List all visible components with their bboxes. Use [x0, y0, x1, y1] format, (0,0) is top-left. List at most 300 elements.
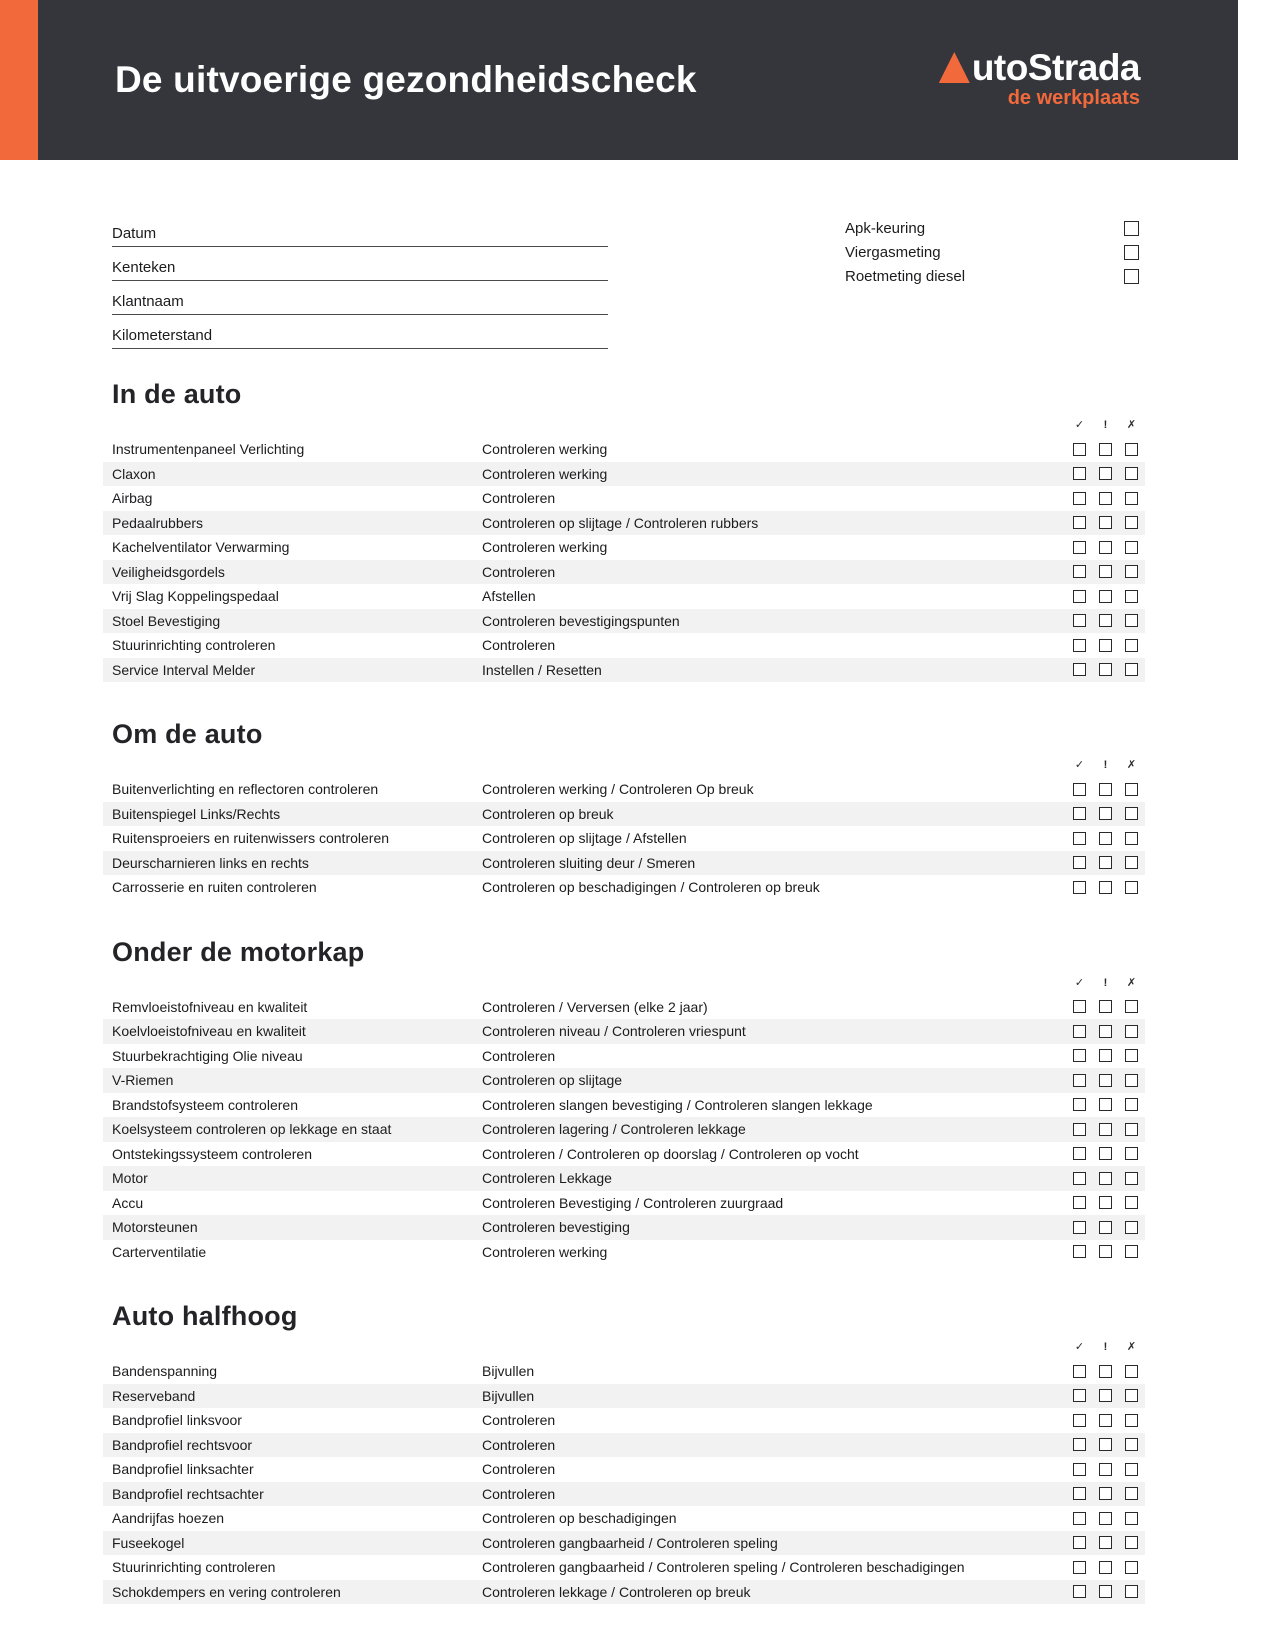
check-row — [103, 1580, 1145, 1605]
check-fail-checkbox[interactable] — [1125, 856, 1138, 869]
meta-fields — [112, 215, 608, 349]
check-action-label: Controleren gangbaarheid / Controleren speling / Controleren beschadigingen — [482, 1559, 965, 1576]
check-action-label: Controleren — [482, 1047, 556, 1064]
inspection-option — [845, 216, 1139, 240]
check-fail-checkbox[interactable] — [1125, 516, 1138, 529]
check-action-label: Controleren / Verversen (elke 2 jaar) — [482, 998, 708, 1015]
check-row — [103, 584, 1145, 609]
check-warning-checkbox[interactable] — [1099, 1074, 1112, 1087]
check-boxes — [1073, 881, 1138, 894]
check-ok-checkbox[interactable] — [1073, 1512, 1086, 1525]
meta-field-label: Kilometerstand — [112, 327, 213, 344]
check-warning-checkbox[interactable] — [1099, 1245, 1112, 1258]
check-column-symbol: ! — [1103, 976, 1108, 989]
check-action-label: Controleren op beschadigingen / Controleren op breuk — [482, 879, 820, 896]
check-action-label: Controleren werking — [482, 1243, 608, 1260]
check-action-label: Controleren niveau / Controleren vriespunt — [482, 1023, 746, 1040]
check-row — [103, 1384, 1145, 1409]
check-action-label: Controleren werking — [482, 465, 608, 482]
check-item-label: Stuurinrichting controleren — [112, 637, 276, 654]
check-item-label: Bandenspanning — [112, 1363, 218, 1380]
check-fail-checkbox[interactable] — [1125, 1123, 1138, 1136]
check-column-symbol: ! — [1103, 1341, 1108, 1353]
check-warning-checkbox[interactable] — [1099, 541, 1112, 554]
check-fail-checkbox[interactable] — [1125, 1463, 1138, 1476]
check-boxes — [1073, 807, 1138, 820]
check-warning-checkbox[interactable] — [1099, 1561, 1112, 1574]
page-title: De uitvoerige gezondheidscheck — [115, 59, 697, 100]
check-item-label: Claxon — [112, 465, 156, 482]
check-row — [103, 1482, 1145, 1507]
check-boxes — [1073, 614, 1138, 627]
check-ok-checkbox[interactable] — [1073, 1561, 1086, 1574]
check-fail-checkbox[interactable] — [1125, 807, 1138, 820]
check-warning-checkbox[interactable] — [1099, 1463, 1112, 1476]
check-ok-checkbox[interactable] — [1073, 1000, 1086, 1013]
check-warning-checkbox[interactable] — [1099, 565, 1112, 578]
check-item-label: Reserveband — [112, 1387, 196, 1404]
check-action-label: Controleren bevestigingspunten — [482, 612, 680, 629]
check-item-label: Carterventilatie — [112, 1243, 207, 1260]
check-item-label: Bandprofiel rechtsachter — [112, 1485, 264, 1502]
check-column-symbol: ! — [1103, 419, 1108, 431]
check-boxes — [1073, 565, 1138, 578]
check-boxes — [1073, 663, 1138, 676]
check-action-label: Bijvullen — [482, 1363, 535, 1380]
meta-field-input-line[interactable] — [112, 215, 608, 247]
check-item-label: Service Interval Melder — [112, 661, 256, 678]
check-fail-checkbox[interactable] — [1125, 541, 1138, 554]
inspection-option-checkbox[interactable] — [1124, 221, 1139, 236]
check-fail-checkbox[interactable] — [1125, 1098, 1138, 1111]
check-fail-checkbox[interactable] — [1125, 565, 1138, 578]
checklist-section — [0, 378, 1280, 682]
check-boxes — [1073, 1074, 1138, 1087]
check-ok-checkbox[interactable] — [1073, 663, 1086, 676]
check-action-label: Controleren — [482, 1436, 556, 1453]
check-action-label: Controleren op breuk — [482, 805, 614, 822]
check-row — [103, 1215, 1145, 1240]
check-action-label: Controleren slangen bevestiging / Controleren slangen lekkage — [482, 1096, 873, 1113]
check-ok-checkbox[interactable] — [1073, 807, 1086, 820]
check-item-label: Bandprofiel linksachter — [112, 1461, 254, 1478]
check-boxes — [1073, 832, 1138, 845]
check-row — [103, 1555, 1145, 1580]
check-item-label: Aandrijfas hoezen — [112, 1510, 225, 1527]
check-fail-checkbox[interactable] — [1125, 1147, 1138, 1160]
check-warning-checkbox[interactable] — [1099, 1098, 1112, 1111]
check-warning-checkbox[interactable] — [1099, 1414, 1112, 1427]
check-row — [103, 609, 1145, 634]
inspection-options — [845, 215, 1139, 349]
check-ok-checkbox[interactable] — [1073, 1463, 1086, 1476]
inspection-option-label: Apk-keuring — [845, 219, 926, 237]
inspection-option-label: Roetmeting diesel — [845, 267, 966, 285]
check-boxes — [1073, 516, 1138, 529]
meta-field-input-line[interactable] — [112, 249, 608, 281]
check-fail-checkbox[interactable] — [1125, 1000, 1138, 1013]
check-item-label: Koelvloeistofniveau en kwaliteit — [112, 1023, 306, 1040]
check-ok-checkbox[interactable] — [1073, 832, 1086, 845]
check-warning-checkbox[interactable] — [1099, 492, 1112, 505]
check-action-label: Afstellen — [482, 588, 536, 605]
check-action-label: Controleren op beschadigingen — [482, 1510, 677, 1527]
check-ok-checkbox[interactable] — [1073, 639, 1086, 652]
inspection-option — [845, 264, 1139, 288]
check-item-label: Ontstekingssysteem controleren — [112, 1145, 312, 1162]
check-boxes — [1073, 1245, 1138, 1258]
check-fail-checkbox[interactable] — [1125, 1172, 1138, 1185]
check-row — [103, 511, 1145, 536]
check-warning-checkbox[interactable] — [1099, 1536, 1112, 1549]
check-ok-checkbox[interactable] — [1073, 1196, 1086, 1209]
check-ok-checkbox[interactable] — [1073, 516, 1086, 529]
check-rows — [103, 1359, 1145, 1604]
check-ok-checkbox[interactable] — [1073, 541, 1086, 554]
check-item-label: Airbag — [112, 490, 153, 507]
check-row — [103, 535, 1145, 560]
check-ok-checkbox[interactable] — [1073, 1438, 1086, 1451]
check-row — [103, 802, 1145, 827]
check-warning-checkbox[interactable] — [1099, 1000, 1112, 1013]
check-ok-checkbox[interactable] — [1073, 1074, 1086, 1087]
check-boxes — [1073, 590, 1138, 603]
check-ok-checkbox[interactable] — [1073, 856, 1086, 869]
check-row — [103, 851, 1145, 876]
check-item-label: Vrij Slag Koppelingspedaal — [112, 588, 279, 605]
section-title: Auto halfhoog — [112, 1301, 298, 1331]
check-action-label: Controleren lagering / Controleren lekkage — [482, 1121, 746, 1138]
check-ok-checkbox[interactable] — [1073, 1147, 1086, 1160]
check-row — [103, 1166, 1145, 1191]
check-warning-checkbox[interactable] — [1099, 1438, 1112, 1451]
check-warning-checkbox[interactable] — [1099, 1487, 1112, 1500]
check-item-label: Brandstofsysteem controleren — [112, 1096, 298, 1113]
check-boxes — [1073, 1196, 1138, 1209]
check-action-label: Controleren — [482, 490, 556, 507]
check-ok-checkbox[interactable] — [1073, 1585, 1086, 1598]
check-warning-checkbox[interactable] — [1099, 783, 1112, 796]
check-action-label: Controleren gangbaarheid / Controleren speling — [482, 1534, 778, 1551]
check-action-label: Controleren / Controleren op doorslag / Controleren op vocht — [482, 1145, 859, 1162]
check-warning-checkbox[interactable] — [1099, 881, 1112, 894]
check-item-label: Deurscharnieren links en rechts — [112, 854, 309, 871]
check-item-label: Buitenverlichting en reflectoren controleren — [112, 781, 379, 798]
check-row — [103, 486, 1145, 511]
check-action-label: Controleren op slijtage — [482, 1072, 623, 1089]
check-fail-checkbox[interactable] — [1125, 467, 1138, 480]
check-boxes — [1073, 492, 1138, 505]
check-action-label: Controleren — [482, 1485, 556, 1502]
check-fail-checkbox[interactable] — [1125, 492, 1138, 505]
check-item-label: Schokdempers en vering controleren — [112, 1583, 341, 1600]
check-row — [103, 633, 1145, 658]
check-item-label: Veiligheidsgordels — [112, 563, 225, 580]
check-ok-checkbox[interactable] — [1073, 1245, 1086, 1258]
check-item-label: Pedaalrubbers — [112, 514, 204, 531]
check-boxes — [1073, 1512, 1138, 1525]
check-item-label: Stuurbekrachtiging Olie niveau — [112, 1047, 303, 1064]
check-item-label: Stoel Bevestiging — [112, 612, 221, 629]
check-row — [103, 1117, 1145, 1142]
check-fail-checkbox[interactable] — [1125, 1487, 1138, 1500]
meta-field-label: Datum — [112, 225, 157, 242]
check-boxes — [1073, 1463, 1138, 1476]
check-item-label: Remvloeistofniveau en kwaliteit — [112, 998, 308, 1015]
check-row — [103, 1191, 1145, 1216]
page-header — [0, 0, 1280, 160]
check-ok-checkbox[interactable] — [1073, 443, 1086, 456]
check-item-label: V-Riemen — [112, 1072, 174, 1089]
inspection-option-checkbox[interactable] — [1124, 269, 1139, 284]
check-ok-checkbox[interactable] — [1073, 492, 1086, 505]
check-action-label: Controleren werking — [482, 441, 608, 458]
check-fail-checkbox[interactable] — [1125, 1414, 1138, 1427]
check-warning-checkbox[interactable] — [1099, 443, 1112, 456]
check-column-header — [103, 1340, 1145, 1354]
inspection-option-checkbox[interactable] — [1124, 245, 1139, 260]
check-boxes — [1073, 443, 1138, 456]
check-boxes — [1073, 1221, 1138, 1234]
check-boxes — [1073, 1147, 1138, 1160]
meta-field-input-line[interactable] — [112, 317, 608, 349]
check-boxes — [1073, 1561, 1138, 1574]
check-column-symbol: ✓ — [1074, 419, 1085, 431]
logo-brand — [939, 47, 1140, 88]
check-warning-checkbox[interactable] — [1099, 1172, 1112, 1185]
check-warning-checkbox[interactable] — [1099, 1123, 1112, 1136]
check-row — [103, 777, 1145, 802]
check-item-label: Kachelventilator Verwarming — [112, 539, 290, 556]
check-ok-checkbox[interactable] — [1073, 881, 1086, 894]
check-row — [103, 462, 1145, 487]
header-main — [38, 0, 1238, 160]
meta-field-label: Klantnaam — [112, 293, 184, 310]
logo-triangle-a-icon — [939, 52, 970, 83]
accent-bar — [0, 0, 38, 160]
check-item-label: Stuurinrichting controleren — [112, 1559, 276, 1576]
check-fail-checkbox[interactable] — [1125, 1074, 1138, 1087]
check-boxes — [1073, 1438, 1138, 1451]
check-fail-checkbox[interactable] — [1125, 1221, 1138, 1234]
check-column-header — [103, 418, 1145, 432]
check-fail-checkbox[interactable] — [1125, 614, 1138, 627]
check-item-label: Koelsysteem controleren op lekkage en staat — [112, 1121, 392, 1138]
check-action-label: Controleren lekkage / Controleren op breuk — [482, 1583, 751, 1600]
check-boxes — [1073, 1025, 1138, 1038]
check-warning-checkbox[interactable] — [1099, 663, 1112, 676]
check-action-label: Controleren sluiting deur / Smeren — [482, 854, 696, 871]
check-boxes — [1073, 1049, 1138, 1062]
check-action-label: Controleren — [482, 563, 556, 580]
check-rows — [103, 777, 1145, 900]
check-row — [103, 1531, 1145, 1556]
check-column-symbol: ✓ — [1074, 976, 1085, 989]
check-action-label: Bijvullen — [482, 1387, 535, 1404]
check-fail-checkbox[interactable] — [1125, 832, 1138, 845]
check-boxes — [1073, 1536, 1138, 1549]
check-ok-checkbox[interactable] — [1073, 467, 1086, 480]
check-action-label: Controleren bevestiging — [482, 1219, 630, 1236]
sections — [0, 378, 1280, 1604]
check-column-symbol: ! — [1103, 759, 1108, 771]
check-ok-checkbox[interactable] — [1073, 1025, 1086, 1038]
check-fail-checkbox[interactable] — [1125, 590, 1138, 603]
check-fail-checkbox[interactable] — [1125, 881, 1138, 894]
check-ok-checkbox[interactable] — [1073, 1414, 1086, 1427]
check-action-label: Controleren op slijtage / Controleren rubbers — [482, 514, 759, 531]
check-row — [103, 658, 1145, 683]
check-ok-checkbox[interactable] — [1073, 1389, 1086, 1402]
check-fail-checkbox[interactable] — [1125, 1438, 1138, 1451]
check-warning-checkbox[interactable] — [1099, 614, 1112, 627]
check-fail-checkbox[interactable] — [1125, 1025, 1138, 1038]
check-fail-checkbox[interactable] — [1125, 1196, 1138, 1209]
check-warning-checkbox[interactable] — [1099, 1585, 1112, 1598]
check-fail-checkbox[interactable] — [1125, 1536, 1138, 1549]
check-row — [103, 1044, 1145, 1069]
check-action-label: Controleren Bevestiging / Controleren zuurgraad — [482, 1194, 784, 1211]
check-item-label: Buitenspiegel Links/Rechts — [112, 805, 281, 822]
checklist-section — [0, 1300, 1280, 1604]
check-row — [103, 1240, 1145, 1265]
check-ok-checkbox[interactable] — [1073, 1049, 1086, 1062]
check-action-label: Controleren — [482, 1461, 556, 1478]
check-ok-checkbox[interactable] — [1073, 1536, 1086, 1549]
check-item-label: Motor — [112, 1170, 148, 1187]
check-column-symbol: ✗ — [1126, 1341, 1137, 1353]
check-ok-checkbox[interactable] — [1073, 1221, 1086, 1234]
check-fail-checkbox[interactable] — [1125, 1561, 1138, 1574]
check-rows — [103, 995, 1145, 1265]
check-warning-checkbox[interactable] — [1099, 1196, 1112, 1209]
check-warning-checkbox[interactable] — [1099, 807, 1112, 820]
check-boxes — [1073, 1000, 1138, 1013]
check-warning-checkbox[interactable] — [1099, 467, 1112, 480]
check-column-symbol: ✓ — [1074, 759, 1085, 771]
check-fail-checkbox[interactable] — [1125, 1585, 1138, 1598]
check-warning-checkbox[interactable] — [1099, 1389, 1112, 1402]
check-row — [103, 1359, 1145, 1384]
check-row — [103, 1068, 1145, 1093]
check-warning-checkbox[interactable] — [1099, 1221, 1112, 1234]
check-row — [103, 995, 1145, 1020]
logo-brand-text: utoStrada — [971, 47, 1140, 88]
check-fail-checkbox[interactable] — [1125, 1365, 1138, 1378]
check-row — [103, 826, 1145, 851]
check-fail-checkbox[interactable] — [1125, 1389, 1138, 1402]
check-warning-checkbox[interactable] — [1099, 1147, 1112, 1160]
check-ok-checkbox[interactable] — [1073, 1172, 1086, 1185]
checklist-section — [0, 718, 1280, 900]
check-boxes — [1073, 1098, 1138, 1111]
check-fail-checkbox[interactable] — [1125, 783, 1138, 796]
check-action-label: Controleren werking / Controleren Op breuk — [482, 781, 754, 798]
check-row — [103, 1408, 1145, 1433]
check-ok-checkbox[interactable] — [1073, 614, 1086, 627]
check-warning-checkbox[interactable] — [1099, 1365, 1112, 1378]
check-boxes — [1073, 1414, 1138, 1427]
check-ok-checkbox[interactable] — [1073, 1487, 1086, 1500]
check-fail-checkbox[interactable] — [1125, 1049, 1138, 1062]
check-column-symbol: ✗ — [1126, 419, 1137, 431]
check-boxes — [1073, 639, 1138, 652]
check-item-label: Fuseekogel — [112, 1534, 185, 1551]
check-column-symbol: ✗ — [1126, 976, 1137, 989]
autostrada-logo — [939, 47, 1140, 109]
check-item-label: Carrosserie en ruiten controleren — [112, 879, 317, 896]
check-warning-checkbox[interactable] — [1099, 1512, 1112, 1525]
check-column-header — [103, 976, 1145, 990]
check-row — [103, 1457, 1145, 1482]
check-action-label: Controleren — [482, 1412, 556, 1429]
check-ok-checkbox[interactable] — [1073, 590, 1086, 603]
check-fail-checkbox[interactable] — [1125, 639, 1138, 652]
check-row — [103, 875, 1145, 900]
check-item-label: Ruitensproeiers en ruitenwissers controleren — [112, 830, 390, 847]
check-warning-checkbox[interactable] — [1099, 832, 1112, 845]
check-action-label: Instellen / Resetten — [482, 661, 602, 678]
check-warning-checkbox[interactable] — [1099, 856, 1112, 869]
meta-form — [112, 215, 1139, 349]
check-ok-checkbox[interactable] — [1073, 1123, 1086, 1136]
check-column-symbol: ✓ — [1074, 1341, 1085, 1353]
check-fail-checkbox[interactable] — [1125, 1245, 1138, 1258]
check-warning-checkbox[interactable] — [1099, 639, 1112, 652]
check-fail-checkbox[interactable] — [1125, 443, 1138, 456]
check-fail-checkbox[interactable] — [1125, 663, 1138, 676]
check-boxes — [1073, 1123, 1138, 1136]
check-warning-checkbox[interactable] — [1099, 590, 1112, 603]
check-ok-checkbox[interactable] — [1073, 1365, 1086, 1378]
check-item-label: Bandprofiel linksvoor — [112, 1412, 242, 1429]
check-row — [103, 1433, 1145, 1458]
inspection-option-label: Viergasmeting — [845, 243, 941, 261]
check-ok-checkbox[interactable] — [1073, 565, 1086, 578]
section-title: Onder de motorkap — [112, 936, 365, 967]
check-warning-checkbox[interactable] — [1099, 516, 1112, 529]
check-boxes — [1073, 1365, 1138, 1378]
check-action-label: Controleren — [482, 637, 556, 654]
meta-field-input-line[interactable] — [112, 283, 608, 315]
check-action-label: Controleren Lekkage — [482, 1170, 612, 1187]
check-boxes — [1073, 856, 1138, 869]
check-row — [103, 1093, 1145, 1118]
check-ok-checkbox[interactable] — [1073, 783, 1086, 796]
check-row — [103, 1142, 1145, 1167]
check-boxes — [1073, 1172, 1138, 1185]
logo-tagline: de werkplaats — [1007, 87, 1140, 109]
meta-field-label: Kenteken — [112, 259, 176, 276]
section-title: In de auto — [112, 379, 242, 409]
check-boxes — [1073, 783, 1138, 796]
check-row — [103, 437, 1145, 462]
check-warning-checkbox[interactable] — [1099, 1025, 1112, 1038]
check-item-label: Bandprofiel rechtsvoor — [112, 1436, 253, 1453]
inspection-option — [845, 240, 1139, 264]
check-column-header — [103, 758, 1145, 772]
check-action-label: Controleren op slijtage / Afstellen — [482, 830, 687, 847]
check-fail-checkbox[interactable] — [1125, 1512, 1138, 1525]
check-warning-checkbox[interactable] — [1099, 1049, 1112, 1062]
check-row — [103, 1506, 1145, 1531]
check-row — [103, 1019, 1145, 1044]
check-boxes — [1073, 467, 1138, 480]
check-item-label: Accu — [112, 1194, 144, 1211]
check-ok-checkbox[interactable] — [1073, 1098, 1086, 1111]
check-action-label: Controleren werking — [482, 539, 608, 556]
check-item-label: Instrumentenpaneel Verlichting — [112, 441, 305, 458]
